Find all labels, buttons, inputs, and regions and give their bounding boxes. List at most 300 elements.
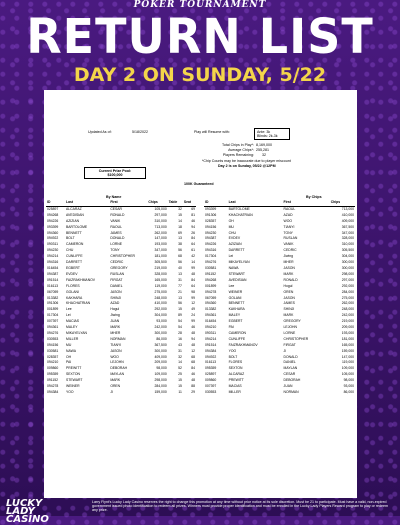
table-cell: 094214 <box>47 254 59 259</box>
table-cell: KHACHATRIAN <box>228 212 253 217</box>
table-cell: CUNLIFFE <box>66 254 83 259</box>
table-cell: SEXTON <box>228 366 243 371</box>
table-cell: NORMAN <box>110 336 126 341</box>
table-cell: 98,000 <box>156 366 167 371</box>
table-cell: CHRISTOPHER <box>283 336 309 341</box>
table-cell: 292,000 <box>154 307 167 312</box>
table-cell: 347,000 <box>154 248 167 253</box>
fine-print: Larry Flynt's Lucky Lady Casino reserves the right to change this promotion at any time without prior notice at its sole discretion. Must be 21 to participate. Must have a valid, non-expired government issued photo identification to redeem all prizes. Winners must provide proper identification and must be enrolled in the Lucky Lady Players Reward program to play or redeem any prize. <box>92 500 389 513</box>
table-cell: 009860 <box>47 366 59 371</box>
guarantee-label: 100K Guaranteed <box>184 182 214 186</box>
table-cell: LORNE <box>283 330 296 335</box>
table-cell: 29 <box>191 390 195 394</box>
table-cell: 61 <box>191 248 195 253</box>
table-cell: AVEDISIAN <box>228 277 247 282</box>
table-cell: 88 <box>191 384 195 389</box>
table-cell: 028357 <box>205 218 217 223</box>
table-cell: 298,000 <box>154 378 167 383</box>
table-cell: 56 <box>178 301 182 306</box>
prize-label: Current Prize Pool: <box>98 169 132 173</box>
table-cell: 095359 <box>47 372 59 377</box>
players-value: 32 <box>262 153 266 157</box>
table-cell: 275,000 <box>341 295 354 300</box>
footer <box>0 498 400 525</box>
total-label: Total Chips in Play*: <box>222 143 254 147</box>
table-cell: 067059 <box>205 295 217 300</box>
table-cell: 009860 <box>205 378 217 383</box>
table-cell: 030581 <box>47 348 59 353</box>
table-cell: BENNETT <box>66 230 82 235</box>
table-cell: 31 <box>178 348 182 353</box>
table-cell: 54 <box>178 325 182 330</box>
table-cell: 016113 <box>205 360 217 365</box>
table-cell: 219,000 <box>154 265 167 270</box>
table-cell: 091514 <box>205 342 217 347</box>
table-cell: FAIZRAKHMANOV <box>228 342 258 347</box>
table-cell: 007397 <box>205 384 217 389</box>
table-cell: STEWART <box>66 378 83 383</box>
table-cell: 43 <box>178 342 182 347</box>
table-cell: 77 <box>178 283 182 288</box>
day2-note: Day 2 is on Sunday, 05/22 @12PM <box>218 164 276 168</box>
table-cell: KHACHATRIAN <box>66 301 91 306</box>
table-cell: ALCARAZ <box>66 206 82 211</box>
table-cell: 094156 <box>205 224 217 229</box>
table-cell: LEJOHN <box>283 325 297 330</box>
table-cell: 094922 <box>47 236 59 241</box>
table-cell: 409,000 <box>154 354 167 359</box>
table-cell: PAI <box>66 360 72 365</box>
table-cell: 209,000 <box>341 325 354 330</box>
column-header: First <box>109 200 147 206</box>
table-cell: TONY <box>110 248 120 253</box>
table-cell: 094387 <box>205 236 217 241</box>
table-cell: 001899 <box>205 283 217 288</box>
table-cell: 165,000 <box>341 342 354 347</box>
table-cell: 713,000 <box>341 206 354 211</box>
table-cell: 305,500 <box>154 260 167 265</box>
table-cell: KAKHARA <box>228 307 245 312</box>
table-cell: 46 <box>191 372 195 377</box>
prize-value: $100,000 <box>107 173 123 177</box>
table-cell: AZIZIAN <box>66 218 80 223</box>
table-cell: 94 <box>191 224 195 229</box>
table-cell: MACIAS <box>66 319 80 324</box>
column-header: ID <box>46 200 65 206</box>
table-cell: JAMES <box>283 301 295 306</box>
table-cell: 284,000 <box>154 384 167 389</box>
table-cell: MILLER <box>228 390 241 394</box>
table-cell: SHINJI <box>283 307 295 312</box>
table-cell: 159,000 <box>154 390 167 394</box>
table-cell: 367,500 <box>341 224 354 229</box>
table-cell: 21 <box>178 289 182 294</box>
page-subtitle: DAY 2 ON SUNDAY, 5/22 <box>73 64 327 86</box>
table-cell: 030553 <box>205 390 217 394</box>
table-cell: 297,000 <box>154 212 167 217</box>
table-cell: 15 <box>178 212 182 217</box>
table-cell: 84 <box>191 236 195 241</box>
table-cell: 242,000 <box>154 325 167 330</box>
table-cell: 304,000 <box>341 254 354 259</box>
table-cell: 99 <box>191 295 195 300</box>
table-cell: 99 <box>191 265 195 270</box>
table-cell: TONY <box>283 230 293 235</box>
table-cell: GOLANI <box>228 295 242 300</box>
table-cell: 11 <box>178 390 182 394</box>
event-tag: POKER TOURNAMENT <box>133 0 267 10</box>
column-header: Last <box>228 200 283 206</box>
table-cell: 165,000 <box>154 277 167 282</box>
table-cell: DONALD <box>283 354 298 359</box>
table-cell: 030553 <box>47 336 59 341</box>
table-cell: 094210 <box>205 325 217 330</box>
table-cell: 094360 <box>47 230 59 235</box>
table-cell: OH <box>66 354 72 359</box>
table-cell: 14 <box>178 360 182 365</box>
table-cell: 94 <box>191 336 195 341</box>
table-cell: MALEY <box>66 325 78 330</box>
table-cell: 094361 <box>47 325 59 330</box>
resume-label: Play will Resume with: <box>194 130 230 134</box>
table-cell: DONALD <box>110 236 125 241</box>
table-cell: PAI <box>228 325 234 330</box>
table-cell: 68 <box>191 354 195 359</box>
table-cell: 15 <box>178 307 182 312</box>
table-cell: EVDEV <box>66 271 78 276</box>
table-cell: BARTOLOME <box>66 224 88 229</box>
table-cell: WOO <box>110 354 119 359</box>
table-cell: 262,000 <box>154 230 167 235</box>
table-cell: OREN <box>110 384 121 389</box>
table-cell: Lee <box>66 307 72 312</box>
table-cell: 209,000 <box>154 360 167 365</box>
table-cell: 094226 <box>47 218 59 223</box>
table-cell: 84 <box>191 277 195 282</box>
table-cell: 147,000 <box>154 236 167 241</box>
table-cell: 12 <box>191 348 195 353</box>
table-cell: 094360 <box>205 301 217 306</box>
table-cell: BENNETT <box>228 301 245 306</box>
table-cell: Jiwing <box>110 313 120 318</box>
table-cell: TIANYI <box>283 224 295 229</box>
table-cell: 13 <box>178 271 182 276</box>
table-cell: JI <box>110 390 113 394</box>
table-cell: 86,000 <box>343 390 354 394</box>
by-name-heading: By Name <box>106 195 122 199</box>
table-cell: 093399 <box>205 206 217 211</box>
table-cell: PREWITT <box>228 378 244 383</box>
table-cell: BARTOLOME <box>228 206 250 211</box>
table-cell: WOO <box>283 218 293 223</box>
table-cell: 119,000 <box>341 360 354 365</box>
table-cell: 64 <box>191 242 195 247</box>
table-cell: 46 <box>191 325 195 330</box>
table-cell: 18 <box>178 224 182 229</box>
table-cell: BOLT <box>66 236 75 241</box>
table-cell: 298,000 <box>341 271 354 276</box>
table-cell: GOLANI <box>66 289 79 294</box>
table-cell: 193,000 <box>341 330 354 335</box>
table-cell: NAWA <box>66 348 76 353</box>
table-cell: 094384 <box>47 390 59 394</box>
table-cell: 347,000 <box>341 230 354 235</box>
table-cell: 094922 <box>205 354 217 359</box>
table-cell: 091152 <box>47 378 59 383</box>
table-cell: STEWART <box>228 271 245 276</box>
table-cell: CESAR <box>283 372 296 377</box>
table-cell: JI <box>283 348 287 353</box>
table-cell: 094278 <box>205 289 217 294</box>
table-cell: FIRGAT <box>283 342 296 347</box>
table-cell: DARRETT <box>66 260 83 265</box>
table-cell: CESAR <box>110 206 123 211</box>
blinds-box <box>254 128 290 140</box>
table-cell: 32 <box>178 354 182 359</box>
table-cell: 067059 <box>47 289 59 294</box>
table-cell: Hogul <box>283 283 293 288</box>
column-header: Table <box>168 200 183 206</box>
table-cell: PREWITT <box>66 366 82 371</box>
table-cell: EGBERT <box>66 265 80 270</box>
table-cell: 013382 <box>47 295 59 300</box>
avg-label: Average Chips*: <box>228 148 254 152</box>
table-cell: MARK <box>283 271 294 276</box>
table-cell: EGBERT <box>228 319 243 324</box>
table-cell: 025897 <box>47 206 59 211</box>
table-cell: 15 <box>178 378 182 383</box>
table-cell: CAMERON <box>228 330 246 335</box>
table-cell: 64 <box>191 283 195 288</box>
table-cell: 094156 <box>47 342 59 347</box>
table-cell: 86,000 <box>156 336 167 341</box>
table-row <box>204 390 355 396</box>
table-cell: DANIEL <box>110 283 123 288</box>
table-cell: JASON <box>283 295 295 300</box>
table-cell: 001899 <box>47 307 59 312</box>
table-cell: 093399 <box>47 224 59 229</box>
table-cell: 84 <box>191 366 195 371</box>
table-cell: CEDRIC <box>110 260 124 265</box>
blinds-value: Blinds: 2k-3k <box>257 134 278 138</box>
table-cell: 275,000 <box>154 289 167 294</box>
table-cell: WEINER <box>228 289 243 294</box>
table-cell: 181,000 <box>154 254 167 259</box>
table-cell: 40 <box>178 265 182 270</box>
table-cell: FIRGAT <box>110 277 123 282</box>
table-cell: 48 <box>191 342 195 347</box>
table-cell: 48 <box>191 330 195 335</box>
table-cell: 094276 <box>205 260 217 265</box>
table-cell: OREN <box>283 289 294 294</box>
table-cell: 016454 <box>47 265 59 270</box>
table-cell: 15 <box>178 384 182 389</box>
by-chips-table <box>204 200 355 396</box>
table-cell: 98,000 <box>343 378 354 383</box>
table-cell: MILLER <box>66 336 79 341</box>
table-cell: FAIZRAKHMANOV <box>66 277 96 282</box>
table-cell: Hogul <box>110 307 120 312</box>
table-cell: MALEY <box>228 313 241 318</box>
antes-value: Ante: 3k <box>257 130 271 134</box>
table-cell: EVDEV <box>228 236 241 241</box>
table-cell: 094361 <box>205 313 217 318</box>
table-cell: YOO <box>66 390 74 394</box>
updated-label: Updated As of: <box>88 130 112 134</box>
table-cell: JAMES <box>110 230 122 235</box>
table-cell: 094384 <box>205 348 217 353</box>
table-cell: Lei <box>66 313 71 318</box>
table-cell: 16 <box>178 336 182 341</box>
table-cell: 69 <box>178 230 182 235</box>
table-cell: 310,000 <box>341 242 354 247</box>
table-cell: DEBORAH <box>110 366 128 371</box>
table-cell: ALCARAZ <box>228 372 245 377</box>
table-cell: 094226 <box>205 242 217 247</box>
table-cell: DANIEL <box>283 360 296 365</box>
table-cell: 409,000 <box>341 218 354 223</box>
table-cell: MIKAYELYAN <box>66 330 87 335</box>
table-cell: 028357 <box>47 354 59 359</box>
column-header: Seat <box>183 200 196 206</box>
table-cell: JUAN <box>283 384 293 389</box>
table-cell: RAOUL <box>283 206 296 211</box>
table-cell: JASON <box>110 289 122 294</box>
table-cell: 99 <box>191 319 195 324</box>
table-cell: 24 <box>191 313 195 318</box>
table-cell: DARRETT <box>228 248 245 253</box>
table-cell: VANIK <box>283 242 294 247</box>
table-cell: OH <box>228 218 234 223</box>
table-cell: CEDRIC <box>283 248 297 253</box>
table-cell: 094268 <box>205 277 217 282</box>
table-cell: 81 <box>191 212 195 217</box>
table-cell: JASON <box>110 348 122 353</box>
column-header: Last <box>65 200 109 206</box>
prize-box <box>84 167 146 179</box>
table-cell: TIANYI <box>110 342 122 347</box>
table-cell: MAYLAN <box>110 372 125 377</box>
table-cell: 105,000 <box>154 206 167 211</box>
table-cell: 93,000 <box>343 384 354 389</box>
table-cell: 310,000 <box>154 218 167 223</box>
table-cell: 147,000 <box>341 354 354 359</box>
table-cell: 094316 <box>47 260 59 265</box>
casino-logo: LUCKY LADY CASINO <box>6 498 49 525</box>
table-cell: MU <box>66 342 72 347</box>
table-cell: MAYLAN <box>283 366 298 371</box>
header <box>0 0 400 88</box>
updated-date: 5/18/2022 <box>132 130 148 134</box>
chip-note: *Chip Counts may be inaccurate due to player miscount <box>202 159 291 163</box>
table-cell: LORNE <box>110 242 123 247</box>
table-cell: 13 <box>178 295 182 300</box>
table-cell: 091306 <box>205 212 217 217</box>
table-cell: 094230 <box>47 248 59 253</box>
table-cell: 13 <box>178 236 182 241</box>
table-cell: AZAD <box>283 212 293 217</box>
table-cell: RONALD <box>110 212 125 217</box>
table-cell: 54 <box>178 319 182 324</box>
table-cell: CHU <box>66 248 74 253</box>
table-cell: 095359 <box>205 366 217 371</box>
column-header: Chips <box>330 200 355 206</box>
table-cell: 300,000 <box>341 265 354 270</box>
table-cell: CAMERON <box>66 242 84 247</box>
table-cell: 030581 <box>205 265 217 270</box>
table-cell: 38 <box>178 242 182 247</box>
table-cell: MARK <box>110 378 121 383</box>
table-cell: 284,000 <box>341 289 354 294</box>
table-cell: 025897 <box>205 372 217 377</box>
table-cell: 109,000 <box>154 372 167 377</box>
by-name-table <box>46 200 196 396</box>
total-value: 8,169,000 <box>256 143 272 147</box>
table-cell: RUSLAN <box>283 236 298 241</box>
table-cell: Jiwing <box>283 254 293 259</box>
table-cell: MIKAYELYAN <box>228 260 250 265</box>
table-cell: 56 <box>178 260 182 265</box>
table-cell: 248,000 <box>154 295 167 300</box>
table-cell: CHRISTOPHER <box>110 254 135 259</box>
table-cell: 219,000 <box>341 319 354 324</box>
table-cell: 094214 <box>205 336 217 341</box>
column-header: First <box>283 200 330 206</box>
table-cell: 292,000 <box>341 283 354 288</box>
avg-value: 255,281 <box>256 148 269 152</box>
table-cell: 094210 <box>47 360 59 365</box>
table-cell: DEBORAH <box>283 378 301 383</box>
table-cell: Lee <box>228 283 235 288</box>
table-cell: 25 <box>178 372 182 377</box>
table-cell: WEINER <box>66 384 80 389</box>
table-cell: Lei <box>228 254 234 259</box>
table-cell: 56 <box>178 248 182 253</box>
table-cell: 094230 <box>205 230 217 235</box>
table-cell: 328,000 <box>154 271 167 276</box>
table-cell: KAKHARA <box>66 295 83 300</box>
table-cell: 31 <box>178 277 182 282</box>
table-cell: MARK <box>283 313 294 318</box>
table-cell: AZIZIAN <box>228 242 242 247</box>
table-cell: 26 <box>191 230 195 235</box>
table-cell: MHER <box>110 330 121 335</box>
table-cell: RONALD <box>283 277 298 282</box>
table-cell: 109,000 <box>341 366 354 371</box>
table-cell: 094278 <box>47 384 59 389</box>
players-label: Players Remaining: <box>222 153 254 157</box>
table-cell: BOLT <box>228 354 238 359</box>
table-cell: 262,000 <box>341 301 354 306</box>
table-cell: 007397 <box>47 319 59 324</box>
table-cell: 48 <box>191 271 195 276</box>
table-cell: NAWA <box>228 265 239 270</box>
table-cell: 105,000 <box>341 372 354 377</box>
table-cell: NORMAN <box>283 390 299 394</box>
table-cell: 49 <box>191 307 195 312</box>
table-cell: 328,000 <box>341 236 354 241</box>
column-header: ID <box>204 200 228 206</box>
table-cell: SHINJI <box>110 295 122 300</box>
table-cell: 300,000 <box>341 260 354 265</box>
table-cell: 013382 <box>205 307 217 312</box>
table-cell: YOO <box>228 348 237 353</box>
table-cell: 017304 <box>47 313 59 318</box>
table-cell: 68 <box>191 360 195 365</box>
table-cell: 017304 <box>205 254 217 259</box>
table-cell: 297,000 <box>341 277 354 282</box>
table-cell: 094276 <box>47 330 59 335</box>
